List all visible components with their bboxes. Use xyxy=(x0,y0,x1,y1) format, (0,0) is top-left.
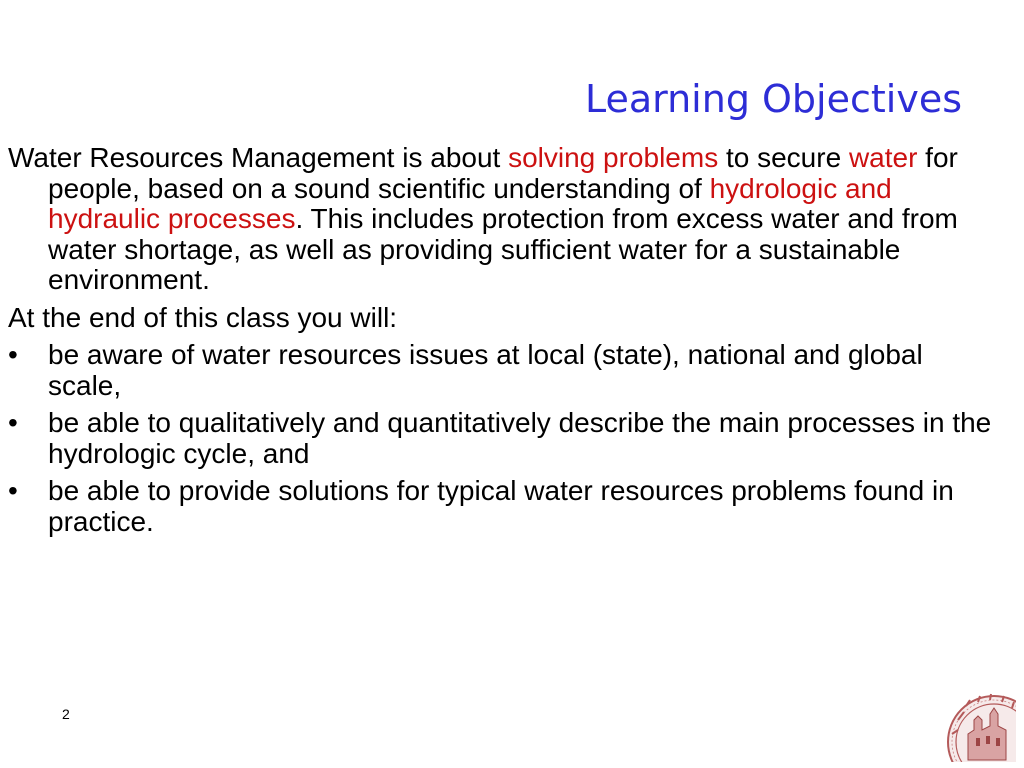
bullet-icon: • xyxy=(8,339,18,370)
objective-paragraph xyxy=(8,143,998,296)
paragraph-text: for people, based on a sound scientific understanding of xyxy=(48,142,958,204)
bullet-icon: • xyxy=(8,475,18,506)
slide-body xyxy=(8,143,998,537)
bullet-text: be able to provide solutions for typical water resources problems found in practice. xyxy=(48,475,954,537)
paragraph-text: . This includes protection from excess water and from water shortage, as well as providing sufficient water for a sustainable environment. xyxy=(48,203,958,295)
highlight-water: water xyxy=(848,142,918,173)
outcomes-intro: At the end of this class you will: xyxy=(8,301,398,333)
paragraph-text: Water Resources Management is about xyxy=(8,142,509,173)
bullet-text: be aware of water resources issues at local (state), national and global scale, xyxy=(48,339,923,401)
paragraph-text: to secure xyxy=(718,142,849,173)
bullet-text: be able to qualitatively and quantitatively describe the main processes in the hydrologic cycle, and xyxy=(48,407,992,469)
bullet-icon: • xyxy=(8,407,18,438)
list-item xyxy=(8,476,998,537)
slide-title: Learning Objectives xyxy=(584,77,962,121)
highlight-processes: hydrologic and hydraulic processes xyxy=(48,172,892,234)
highlight-solving-problems: solving problems xyxy=(508,142,719,173)
page-number: 2 xyxy=(62,706,70,722)
list-item xyxy=(8,408,998,469)
list-item xyxy=(8,340,998,401)
university-seal-icon xyxy=(944,690,1016,762)
